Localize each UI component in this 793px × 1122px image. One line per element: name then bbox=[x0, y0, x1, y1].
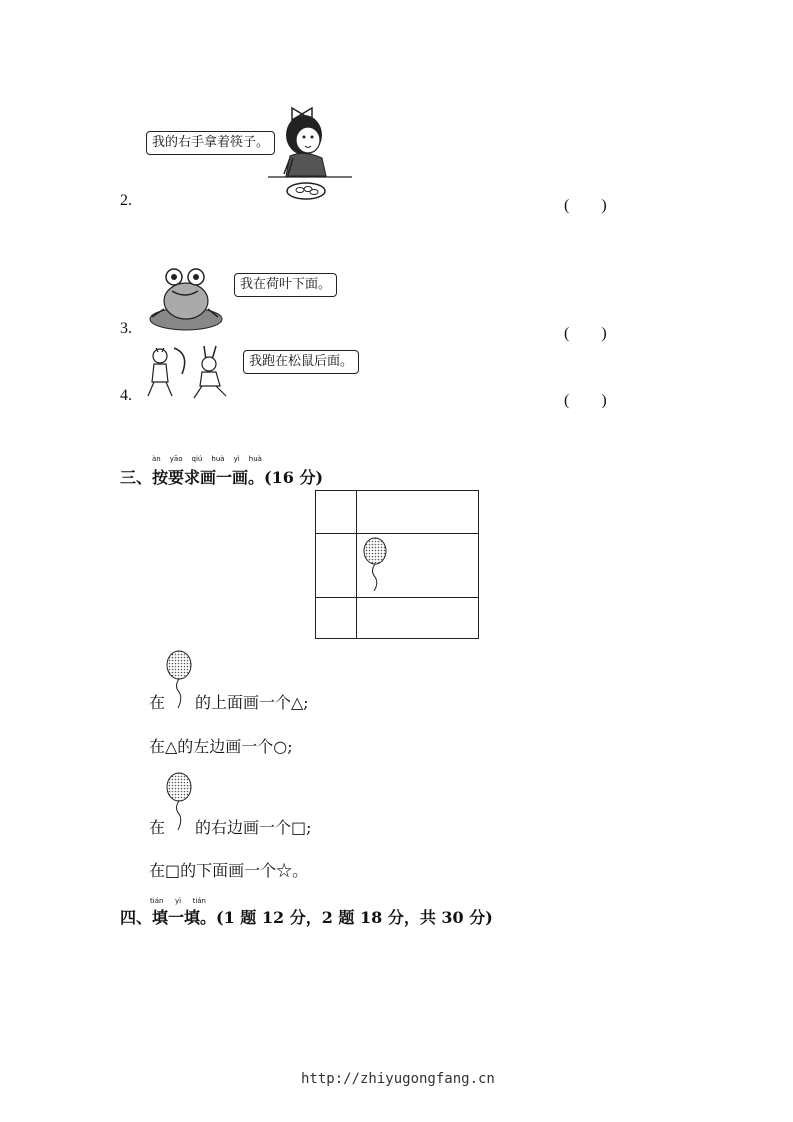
balloon-icon bbox=[165, 650, 193, 710]
balloon-icon bbox=[165, 772, 193, 832]
grid-row-divider-1 bbox=[316, 533, 478, 534]
question-number-4: 4. bbox=[120, 387, 132, 404]
speech-text: 我在荷叶下面。 bbox=[240, 277, 332, 292]
instruction-line-2: 在△的左边画一个○; bbox=[149, 737, 293, 756]
instruction-line-3-text: 的右边画一个□; bbox=[195, 818, 312, 837]
grid-column-divider bbox=[356, 491, 357, 638]
section-3-heading: 三、按要求画一画。(16 分) bbox=[120, 468, 324, 487]
squirrel-and-rabbit-illustration bbox=[146, 344, 236, 402]
answer-box-4[interactable]: ( ) bbox=[564, 392, 607, 409]
section-3-pinyin: àn yāo qiú huà yì huà bbox=[152, 455, 262, 463]
instruction-line-1-prefix: 在 bbox=[149, 693, 166, 712]
drawing-grid[interactable] bbox=[315, 490, 479, 639]
speech-bubble-item-2 bbox=[146, 131, 275, 155]
speech-text: 我跑在松鼠后面。 bbox=[249, 354, 354, 369]
girl-with-chopsticks-illustration bbox=[266, 100, 356, 205]
question-number-2: 2. bbox=[120, 192, 132, 209]
section-4-pinyin: tián yì tián bbox=[150, 897, 206, 905]
balloon-icon bbox=[362, 537, 388, 593]
speech-bubble-item-3 bbox=[234, 273, 337, 297]
answer-box-2[interactable]: ( ) bbox=[564, 197, 607, 214]
section-4-heading: 四、填一填。(1 题 12 分，2 题 18 分，共 30 分) bbox=[120, 908, 493, 927]
footer-url[interactable]: http://zhiyugongfang.cn bbox=[301, 1071, 495, 1087]
answer-box-3[interactable]: ( ) bbox=[564, 325, 607, 342]
instruction-line-3-prefix: 在 bbox=[149, 818, 166, 837]
instruction-line-1-text: 的上面画一个△; bbox=[195, 693, 309, 712]
speech-bubble-item-4 bbox=[243, 350, 359, 374]
speech-text: 我的右手拿着筷子。 bbox=[152, 135, 270, 150]
grid-row-divider-2 bbox=[316, 597, 478, 598]
question-number-3: 3. bbox=[120, 320, 132, 337]
frog-on-lotus-leaf-illustration bbox=[146, 263, 224, 333]
instruction-line-4: 在□的下面画一个☆。 bbox=[149, 861, 309, 880]
